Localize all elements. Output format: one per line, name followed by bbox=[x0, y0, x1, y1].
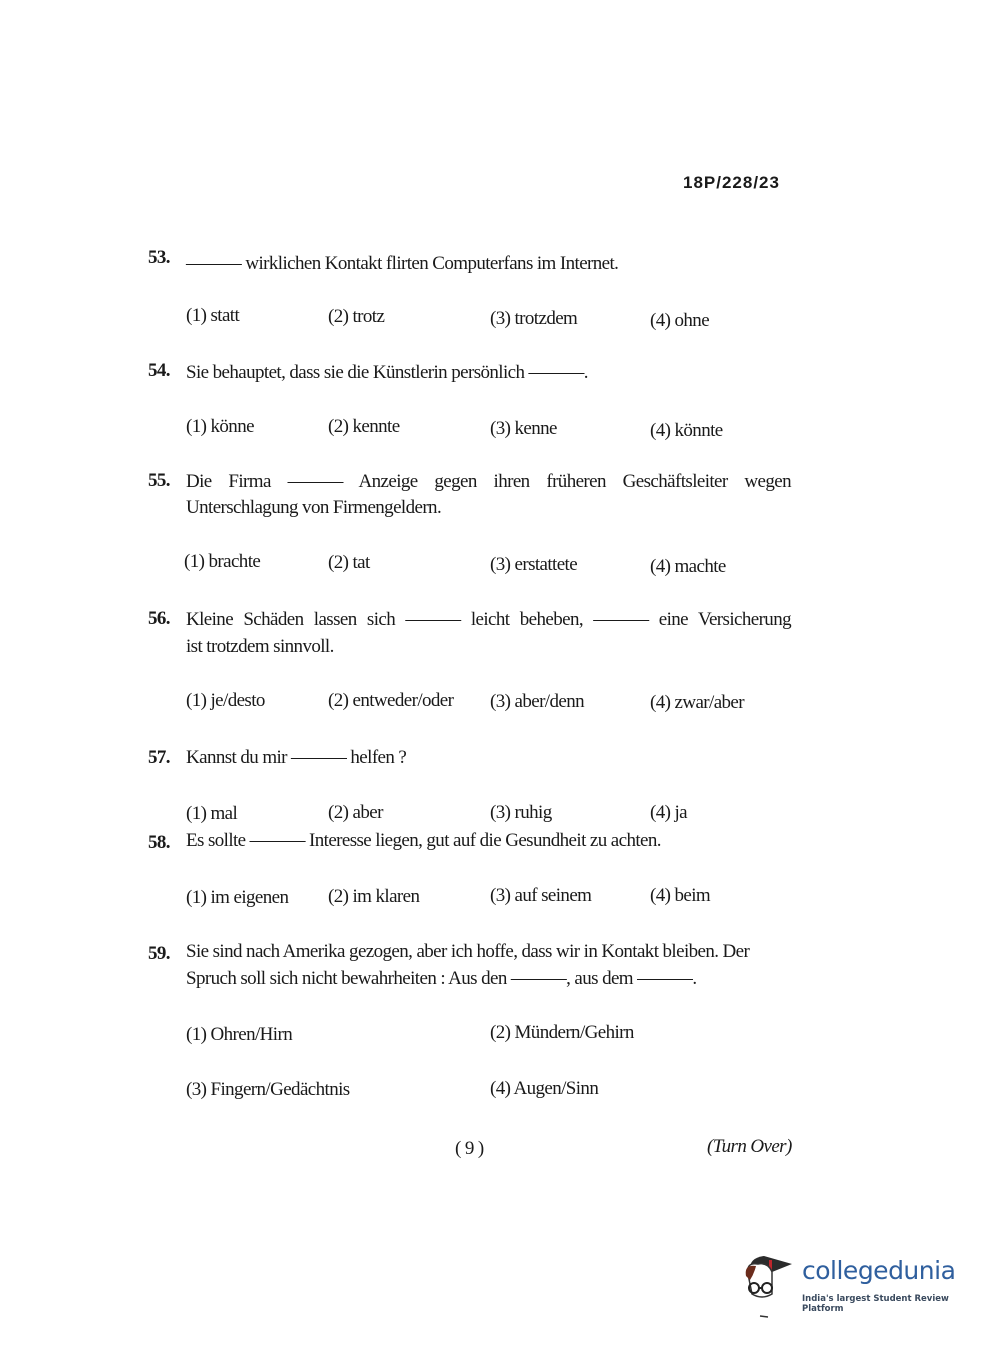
option: (4) könnte bbox=[650, 420, 723, 441]
question-text: Es sollte ——— Interesse liegen, gut auf die Gesundheit zu achten. bbox=[186, 830, 661, 851]
option: (2) tat bbox=[328, 552, 370, 573]
option: (2) aber bbox=[328, 802, 383, 823]
option: (3) erstattete bbox=[490, 554, 578, 575]
option: (4) Augen/Sinn bbox=[490, 1078, 599, 1099]
page-number: ( 9 ) bbox=[455, 1138, 484, 1159]
logo-brand: collegedunia bbox=[802, 1256, 956, 1285]
option: (4) beim bbox=[650, 885, 711, 906]
turn-over-note: (Turn Over) bbox=[707, 1136, 792, 1157]
option: (2) im klaren bbox=[328, 886, 420, 907]
question-text: Sie sind nach Amerika gezogen, aber ich hoffe, dass wir in Kontakt bleiben. Der bbox=[186, 941, 750, 962]
paper-code: 18P/228/23 bbox=[683, 173, 780, 192]
option: (4) machte bbox=[650, 556, 726, 577]
option: (2) entweder/oder bbox=[328, 690, 454, 711]
option: (2) Mündern/Gehirn bbox=[490, 1022, 634, 1043]
option: (3) aber/denn bbox=[490, 691, 585, 712]
question-text: Die Firma ——— Anzeige gegen ihren früheren Geschäftsleiter wegen bbox=[186, 471, 791, 492]
option: (1) statt bbox=[186, 305, 240, 326]
option: (3) trotzdem bbox=[490, 308, 578, 329]
option: (2) kennte bbox=[328, 416, 400, 437]
question-text: Unterschlagung von Firmengeldern. bbox=[186, 497, 442, 518]
option: (3) auf seinem bbox=[490, 885, 592, 906]
question-number: 57. bbox=[148, 747, 170, 768]
option: (3) kenne bbox=[490, 418, 557, 439]
question-text: Kannst du mir ——— helfen ? bbox=[186, 747, 407, 768]
question-number: 59. bbox=[148, 943, 170, 964]
question-text: ——— wirklichen Kontakt flirten Computerfans im Internet. bbox=[186, 253, 619, 274]
option: (3) Fingern/Gedächtnis bbox=[186, 1079, 350, 1100]
question-number: 55. bbox=[148, 470, 170, 491]
question-number: 53. bbox=[148, 247, 170, 268]
option: (1) je/desto bbox=[186, 690, 265, 711]
logo-tagline: India's largest Student Review Platform bbox=[802, 1294, 949, 1314]
question-text: Kleine Schäden lassen sich ——— leicht beheben, ——— eine Versicherung bbox=[186, 609, 791, 630]
collegedunia-logo bbox=[742, 1250, 972, 1320]
mascot-icon bbox=[742, 1250, 802, 1320]
option: (1) im eigenen bbox=[186, 887, 289, 908]
option: (2) trotz bbox=[328, 306, 385, 327]
option: (4) ja bbox=[650, 802, 688, 823]
option: (1) Ohren/Hirn bbox=[186, 1024, 293, 1045]
option: (1) brachte bbox=[184, 551, 261, 572]
question-number: 58. bbox=[148, 832, 170, 853]
question-number: 56. bbox=[148, 608, 170, 629]
option: (4) ohne bbox=[650, 310, 710, 331]
question-number: 54. bbox=[148, 360, 170, 381]
question-text: Spruch soll sich nicht bewahrheiten : Aus den ———, aus dem ———. bbox=[186, 968, 697, 989]
question-text: ist trotzdem sinnvoll. bbox=[186, 636, 334, 657]
option: (1) mal bbox=[186, 803, 238, 824]
option: (3) ruhig bbox=[490, 802, 552, 823]
option: (1) könne bbox=[186, 416, 254, 437]
question-text: Sie behauptet, dass sie die Künstlerin persönlich ———. bbox=[186, 362, 588, 383]
option: (4) zwar/aber bbox=[650, 692, 744, 713]
